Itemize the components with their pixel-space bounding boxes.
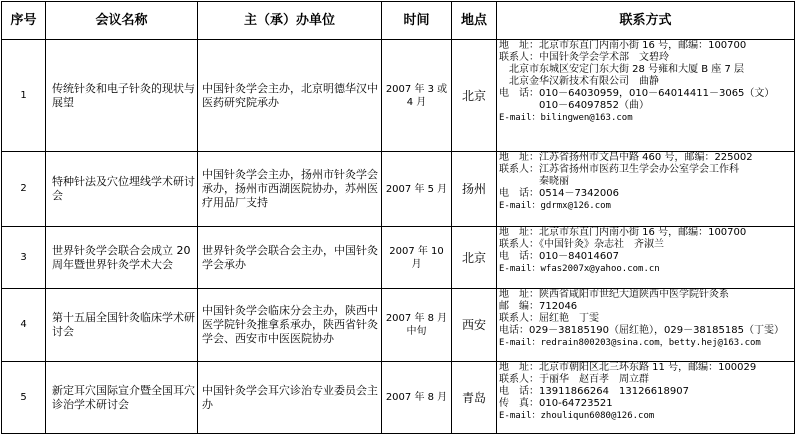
organizer-cell: 中国针灸学会耳穴诊治专业委员会主办 [198, 362, 382, 434]
contact-phone: 电 话：13911866264 13126618907 [499, 386, 689, 397]
location-cell: 扬州 [452, 152, 497, 227]
contact-email: E-mail：gdrmx@126.com [499, 201, 611, 211]
organizer-cell: 中国针灸学会主办，扬州市针灸学会承办，扬州市西湖医院协办，苏州医疗用品厂支持 [198, 152, 382, 227]
contact-address: 地 址：陕西省咸阳市世纪大道陕西中医学院针灸系 [499, 289, 729, 300]
time-cell: 2007 年 3 或 4 月 [382, 40, 452, 152]
time-cell: 2007 年 10 月 [382, 227, 452, 289]
conference-name: 世界针灸学会联合会成立 20 周年暨世界针灸学术大会 [46, 227, 198, 289]
contact-email: E-mail：zhouliqun6080@126.com [499, 411, 655, 421]
conference-name: 新定耳穴国际宣介暨全国耳穴诊治学术研讨会 [46, 362, 198, 434]
location-cell: 青岛 [452, 362, 497, 434]
contact-cell [497, 40, 795, 152]
time-cell: 2007 年 8 月 [382, 362, 452, 434]
contact-phone: 电 话：010－84014607 [499, 251, 619, 262]
contact-address: 地 址：北京市东直门内南小街 16 号，邮编：100700 [499, 40, 747, 51]
table-row [2, 289, 795, 362]
contact-cell [497, 289, 795, 362]
row-number: 3 [2, 227, 46, 289]
conference-name: 特种针法及穴位埋线学术研讨会 [46, 152, 198, 227]
header-no: 序号 [2, 2, 46, 40]
table-row [2, 227, 795, 289]
contact-person: 联系人：于丽华 赵百孝 周立群 [499, 374, 649, 385]
contact-phone: 电 话：0514－7342006 [499, 188, 619, 199]
contact-cell [497, 227, 795, 289]
header-time: 时间 [382, 2, 452, 40]
contact-email: E-mail：redrain800203@sina.com，betty.hej@163.com [499, 338, 761, 348]
row-number: 1 [2, 40, 46, 152]
contact-address: 地 址：北京市东直门内南小街 16 号，邮编：100700 [499, 227, 747, 238]
time-cell: 2007 年 5 月 [382, 152, 452, 227]
header-name: 会议名称 [46, 2, 198, 40]
organizer-cell: 世界针灸学会联合会主办，中国针灸学会承办 [198, 227, 382, 289]
contact-person: 联系人：中国针灸学会学术部 文碧玲 [499, 52, 669, 63]
contact-address-2: 北京市东城区安定门东大街 28 号雍和大厦 B 座 7 层 [499, 64, 745, 75]
location-cell: 北京 [452, 40, 497, 152]
table-row [2, 152, 795, 227]
contact-person: 联系人：《中国针灸》杂志社 齐淑兰 [499, 239, 664, 250]
organizer-cell: 中国针灸学会主办，北京明德华汉中医药研究院承办 [198, 40, 382, 152]
location-cell: 西安 [452, 289, 497, 362]
location-cell: 北京 [452, 227, 497, 289]
contact-phone: 电 话：010－64030959，010－64014411－3065（文） [499, 88, 775, 99]
table-row [2, 362, 795, 434]
contact-email: E-mail：bilingwen@163.com [499, 113, 633, 123]
organizer-cell: 中国针灸学会临床分会主办，陕西中医学院针灸推拿系承办，陕西省针灸学会、西安市中医医院协办 [198, 289, 382, 362]
row-number: 4 [2, 289, 46, 362]
contact-email: E-mail：wfas2007x@yahoo.com.cn [499, 264, 660, 274]
table-row [2, 40, 795, 152]
header-row [2, 2, 795, 40]
contact-address: 地 址：北京市朝阳区北三环东路 11 号，邮编：100029 [499, 362, 757, 373]
row-number: 5 [2, 362, 46, 434]
contact-fax: 传 真：010-64723521 [499, 398, 613, 409]
contact-person-2: 秦晓丽 [499, 176, 569, 187]
time-cell: 2007 年 8 月中旬 [382, 289, 452, 362]
row-number: 2 [2, 152, 46, 227]
header-organizer: 主（承）办单位 [198, 2, 382, 40]
header-contact: 联系方式 [497, 2, 795, 40]
contact-person: 联系人：江苏省扬州市医药卫生学会办公室学会工作科 [499, 164, 739, 175]
header-location: 地点 [452, 2, 497, 40]
contact-postcode: 邮 编：712046 [499, 301, 578, 312]
contact-cell [497, 152, 795, 227]
contact-address: 地 址：江苏省扬州市文昌中路 460 号，邮编：225002 [499, 152, 753, 163]
contact-cell [497, 362, 795, 434]
conference-name: 传统针灸和电子针灸的现状与展望 [46, 40, 198, 152]
contact-phone: 电话：029－38185190（屈红艳），029－38185185（丁雯） [499, 325, 784, 336]
contact-person: 联系人：屈红艳 丁雯 [499, 313, 599, 324]
contact-phone-2: 010－64097852（曲） [499, 100, 649, 111]
conference-name: 第十五届全国针灸临床学术研讨会 [46, 289, 198, 362]
conference-table [1, 1, 795, 434]
contact-person-2: 北京金华汉新技术有限公司 曲静 [499, 76, 659, 87]
